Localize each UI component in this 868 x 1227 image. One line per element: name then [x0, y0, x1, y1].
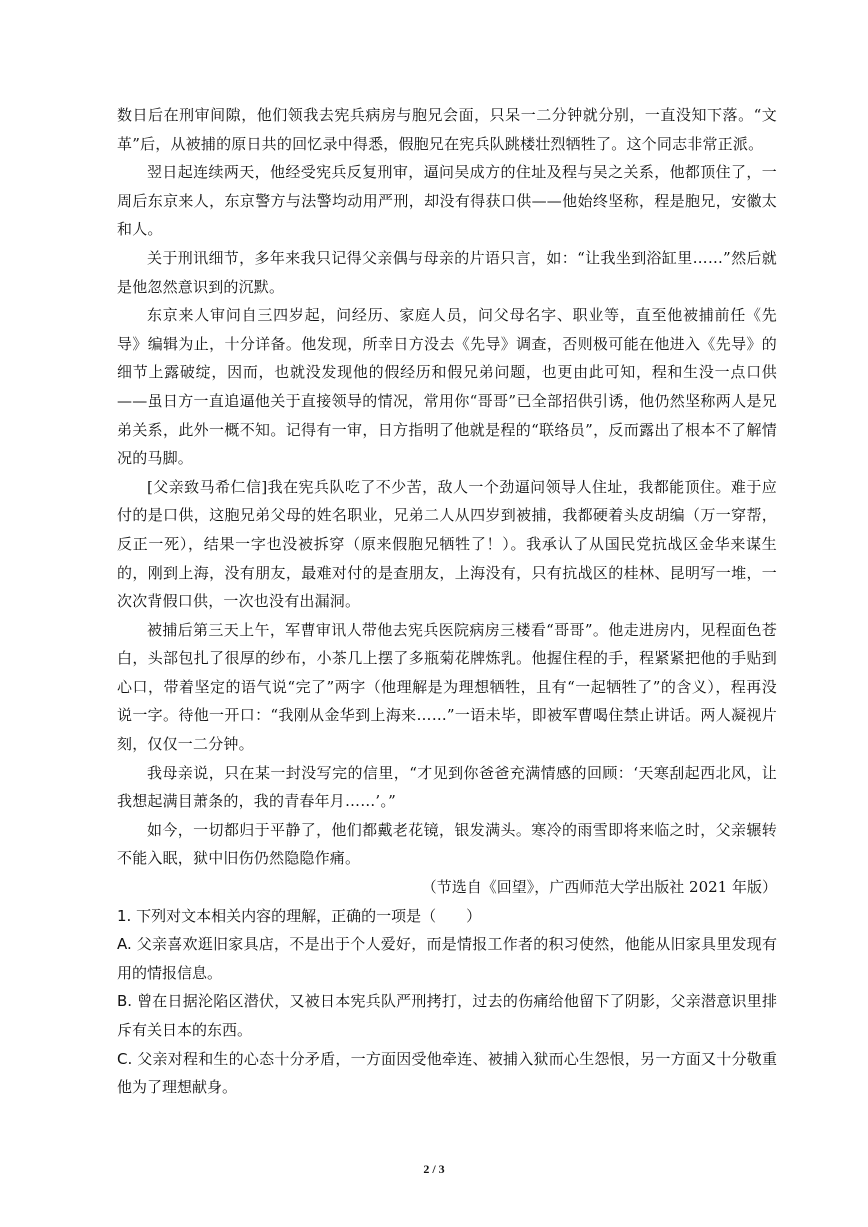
question-stem: 1. 下列对文本相关内容的理解，正确的一项是（ ）	[117, 906, 482, 925]
question-option-b: B. 曾在日据沦陷区潜伏，又被日本宪兵队严刑拷打，过去的伤痛给他留下了阴影，父亲潜意识里排斥有关日本的东西。	[117, 992, 777, 1039]
passage-paragraph: 被捕后第三天上午，军曹审讯人带他去宪兵医院病房三楼看“哥哥”。他走进房内，见程面色苍白，头部包扎了很厚的纱布，小茶几上摆了多瓶菊花牌炼乳。他握住程的手，程紧紧把他的手贴到心口，带着坚定的语气说“完了”两字（他理解是为理想牺牲，且有“一起牺牲了”的含义），程再没说一字。待他一开口：“我刚从金华到上海来……”一语未毕，即被军曹喝住禁止讲话。两人凝视片刻，仅仅一二分钟。	[117, 620, 777, 754]
passage-paragraph: 我母亲说，只在某一封没写完的信里，“才见到你爸爸充满情感的回顾：‘天寒刮起西北风，让我想起满目萧条的，我的青春年月……’。”	[117, 763, 777, 811]
passage-paragraph: 数日后在刑审间隙，他们领我去宪兵病房与胞兄会面，只呆一二分钟就分别，一直没知下落。“文革”后，从被捕的原日共的回忆录中得悉，假胞兄在宪兵队跳楼壮烈牺牲了。这个同志非常正派。	[117, 106, 777, 153]
passage-paragraph: 翌日起连续两天，他经受宪兵反复刑审，逼问吴成方的住址及程与吴之关系，他都顶住了，一周后东京来人，东京警方与法警均动用严刑，却没有得获口供——他始终坚称，程是胞兄，安徽太和人。	[117, 163, 777, 239]
question-option-c: C. 父亲对程和生的心态十分矛盾，一方面因受他牵连、被捕入狱而心生怨恨，另一方面又十分敬重他为了理想献身。	[117, 1049, 777, 1097]
passage-paragraph: [父亲致马希仁信]我在宪兵队吃了不少苦，敌人一个劲逼问领导人住址，我都能顶住。难于应付的是口供，这胞兄弟父母的姓名职业，兄弟二人从四岁到被捕，我都硬着头皮胡编（万一穿帮，反正一死），结果一字也没被拆穿（原来假胞兄牺牲了！）。我承认了从国民党抗战区金华来谋生的，刚到上海，没有朋友，最难对付的是查朋友，上海没有，只有抗战区的桂林、昆明写一堆，一次次背假口供，一次也没有出漏洞。	[117, 477, 777, 611]
passage-paragraph: 关于刑讯细节，多年来我只记得父亲偶与母亲的片语只言，如：“让我坐到浴缸里……”然后就是他忽然意识到的沉默。	[117, 248, 777, 296]
passage-paragraph: 东京来人审问自三四岁起，问经历、家庭人员，问父母名字、职业等，直至他被捕前任《先导》编辑为止，十分详备。他发现，所幸日方没去《先导》调查，否则极可能在他进入《先导》的细节上露破绽，因而，也就没发现他的假经历和假兄弟问题，也更由此可知，程和生没一点口供——虽日方一直追逼他关于直接领导的情况，常用你“哥哥”已全部招供引诱，他仍然坚称两人是兄弟关系，此外一概不知。记得有一审，日方指明了他就是程的“联络员”，反而露出了根本不了解情况的马脚。	[117, 306, 777, 468]
passage-paragraph: 如今，一切都归于平静了，他们都戴老花镜，银发满头。寒冷的雨雪即将来临之时，父亲辗转不能入眠，狱中旧伤仍然隐隐作痛。	[117, 820, 777, 868]
page-content	[117, 101, 777, 1102]
passage-source: （节选自《回望》，广西师范大学出版社 2021 年版）	[421, 878, 777, 897]
page-number: 2 / 3	[423, 1162, 445, 1176]
question-option-a: A. 父亲喜欢逛旧家具店，不是出于个人爱好，而是情报工作者的积习使然，他能从旧家具里发现有用的情报信息。	[117, 935, 777, 982]
